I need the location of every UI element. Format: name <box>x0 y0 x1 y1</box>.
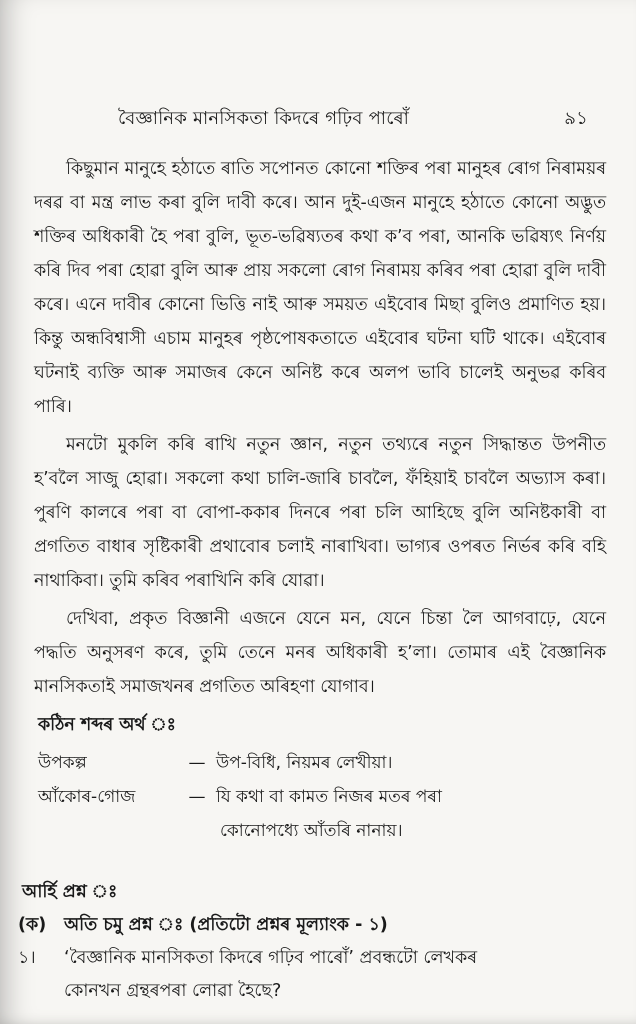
chapter-title: বৈজ্ঞানিক মানসিকতা কিদৰে গঢ়িব পাৰোঁ <box>118 108 410 129</box>
exercise-section <box>18 876 608 1008</box>
question-number: ১। <box>18 948 36 968</box>
paragraph-1: কিছুমান মানুহে হঠাতে ৰাতি সপোনত কোনো শক্তিৰ পৰা মানুহৰ ৰোগ নিৰাময়ৰ দৰৱ বা মন্ত্ৰ লাভ কৰা বুলি দাবী কৰে। আন দুই-এজন মানুহে হঠাতে কোনো অদ্ভুত শক্তিৰ অধিকাৰী হৈ পৰা বুলি, ভূত-ভৱিষ্যতৰ কথা ক’ব পৰা, আনকি ভৱিষ্যৎ নিৰ্ণয় কৰি দিব পৰা হোৱা বুলি আৰু প্ৰায় সকলো ৰোগ নিৰাময় কৰিব পৰা হোৱা বুলি দাবী কৰে। এনে দাবীৰ কোনো ভিত্তি নাই আৰু সময়ত এইবোৰ মিছা বুলিও প্ৰমাণিত হয়। কিন্তু অন্ধবিশ্বাসী এচাম মানুহৰ পৃষ্ঠপোষকতাতে এইবোৰ ঘটনা ঘটি থাকে। এইবোৰ ঘটনাই ব্যক্তি আৰু সমাজৰ কেনে অনিষ্ট কৰে অলপ ভাবি চালেই অনুভৱ কৰিব পাৰি। <box>34 159 606 417</box>
exercise-heading: আৰ্হি প্ৰশ্ন ঃ <box>22 882 118 902</box>
question <box>18 942 608 975</box>
page-number: ৯১ <box>564 108 588 129</box>
question-text-continuation: কোনখন গ্ৰন্থৰপৰা লোৱা হৈছে? <box>64 981 282 1001</box>
glossary-dash: — <box>188 753 206 773</box>
glossary-heading: কঠিন শব্দৰ অৰ্থ ঃ <box>38 715 176 735</box>
glossary-dash: — <box>188 787 206 807</box>
glossary-item <box>34 780 606 814</box>
subsection-label: (ক) <box>18 915 47 935</box>
glossary-definition: যি কথা বা কামত নিজৰ মতৰ পৰা <box>216 787 442 807</box>
paragraph-2: মনটো মুকলি কৰি ৰাখি নতুন জ্ঞান, নতুন তথ্যৰে নতুন সিদ্ধান্তত উপনীত হ’বলৈ সাজু হোৱা। সকলো কথা চালি-জাৰি চাবলৈ, ফঁহিয়াই চাবলৈ অভ্যাস কৰা। পুৰণি কালৰে পৰা বা বোপা-ককাৰ দিনৰে পৰা চলি আহিছে বুলি অনিষ্টকাৰী বা প্ৰগতিত বাধাৰ সৃষ্টিকাৰী প্ৰথাবোৰ চলাই নাৰাখিবা। ভাগ্যৰ ওপৰত নিৰ্ভৰ কৰি বহি নাথাকিবা। তুমি কৰিব পৰাখিনি কৰি যোৱা। <box>34 435 606 591</box>
question-text: ‘বৈজ্ঞানিক মানসিকতা কিদৰে গঢ়িব পাৰোঁ’ প্ৰবন্ধটো লেখকৰ <box>64 948 478 968</box>
glossary-definition: উপ-বিধি, নিয়মৰ লেখীয়া। <box>216 753 393 773</box>
glossary-term: আঁকোৰ-গোজ <box>38 787 136 807</box>
exercise-subsection <box>18 909 608 942</box>
glossary-item <box>34 746 606 780</box>
subsection-title: অতি চমু প্ৰশ্ন ঃ (প্ৰতিটো প্ৰশ্নৰ মূল্যাংক - ১) <box>64 915 388 935</box>
main-text <box>34 152 606 848</box>
paragraph-3: দেখিবা, প্ৰকৃত বিজ্ঞানী এজনে যেনে মন, যেনে চিন্তা লৈ আগবাঢ়ে, যেনে পদ্ধতি অনুসৰণ কৰে, তুমি তেনে মনৰ অধিকাৰী হ’লা। তোমাৰ এই বৈজ্ঞানিক মানসিকতাই সমাজখনৰ প্ৰগতিত অৰিহণা যোগাব। <box>34 609 606 697</box>
glossary-term: উপকল্প <box>38 753 87 773</box>
glossary-definition-continuation: কোনোপধ্যে আঁতৰি নানায়। <box>220 821 403 841</box>
